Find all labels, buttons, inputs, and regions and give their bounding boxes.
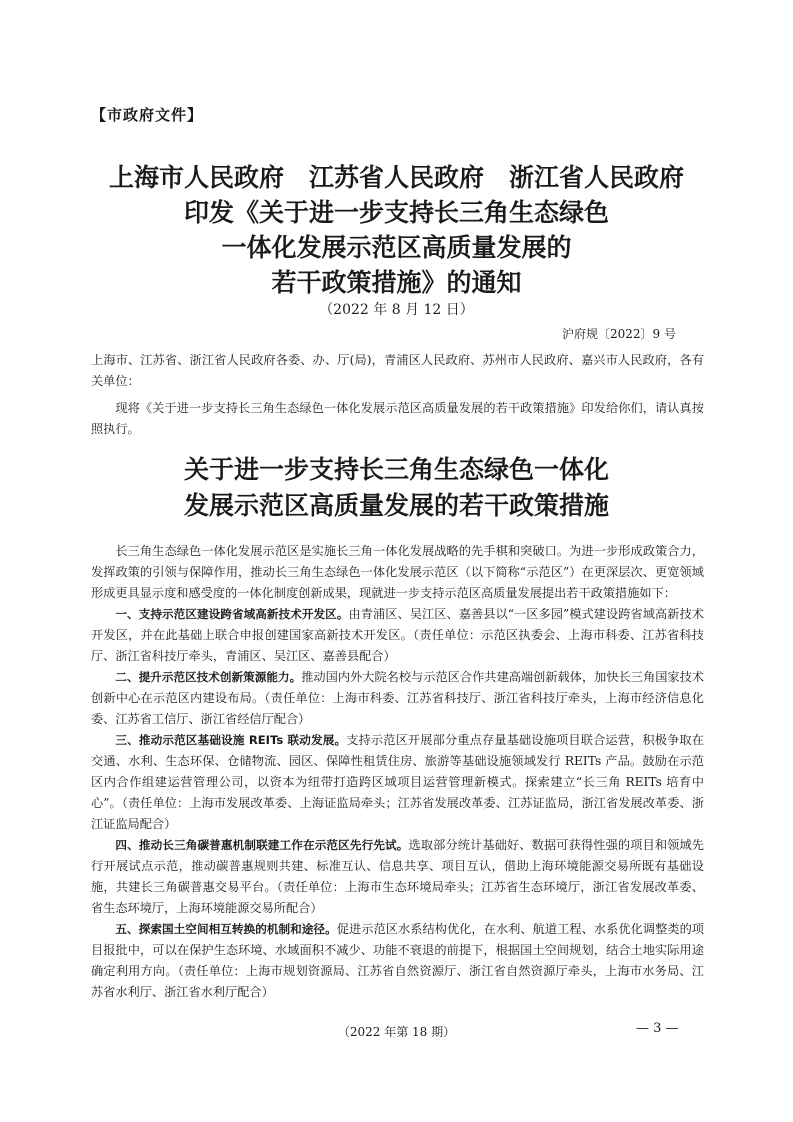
addressee: 上海市、江苏省、浙江省人民政府各委、办、厅(局)，青浦区人民政府、苏州市人民政府、嘉兴市人民政府，各有关单位： (91, 353, 704, 388)
issue-date: （2022 年 8 月 12 日） (319, 302, 474, 318)
policy-item (91, 835, 704, 919)
policy-title-line: 发展示范区高质量发展的若干政策措施 (183, 491, 609, 520)
policy-item (91, 667, 704, 730)
policy-item-text: 促进示范区水系结构优化，在水利、航道工程、水系优化调整类的项目报批中，可以在保护生态环境、水域面积不减少、功能不衰退的前提下，根据国土空间规划，结合土地实际用途确定利用方向。（责任单位：上海市规划资源局、江苏省自然资源厅、浙江省自然资源厅牵头，上海市水务局、江苏省水利厅、浙江省水利厅配合） (91, 922, 704, 999)
notice-title (60, 160, 733, 300)
notice-title-line: 若干政策措施》的通知 (271, 268, 522, 297)
policy-item-text: 由青浦区、吴江区、嘉善县以“一区多园”模式建设跨省域高新技术开发区，并在此基础上联合申报创建国家高新技术开发区。（责任单位：示范区执委会、上海市科委、江苏省科技厅、浙江省科技厅牵头，青浦区、吴江区、嘉善县配合） (91, 607, 704, 663)
policy-item-text: 选取部分统计基础好、数据可获得性强的项目和领域先行开展试点示范，推动碳普惠规则共建、标准互认、信息共享、项目互认，借助上海环境能源交易所既有基础设施，共建长三角碳普惠交易平台。（责任单位：上海市生态环境局牵头；江苏省生态环境厅，浙江省发展改革委、省生态环境厅，上海环境能源交易所配合） (91, 838, 704, 915)
document-number: 沪府规〔2022〕9 号 (562, 327, 676, 341)
policy-item-heading: 二、提升示范区技术创新策源能力。 (115, 670, 302, 684)
notice-body: 现将《关于进一步支持长三角生态绿色一体化发展示范区高质量发展的若干政策措施》印发给你们，请认真按照执行。 (91, 401, 704, 436)
policy-item (91, 604, 704, 667)
policy-item-heading: 五、探索国土空间相互转换的机制和途径。 (115, 922, 337, 936)
policy-item (91, 919, 704, 1003)
policy-body (91, 541, 704, 1003)
notice-title-line: 上海市人民政府 江苏省人民政府 浙江省人民政府 (108, 163, 684, 192)
section-tag: 【市政府文件】 (91, 106, 204, 124)
notice-title-line: 一体化发展示范区高质量发展的 (221, 233, 572, 262)
policy-title (60, 452, 733, 524)
policy-item-text: 推动国内外大院名校与示范区合作共建高端创新载体，加快长三角国家技术创新中心在示范区内建设布局。（责任单位：上海市科委、江苏省科技厅、浙江省科技厅牵头，上海市经济信息化委、江苏省工信厅、浙江省经信厅配合） (91, 670, 704, 726)
issue-number: （2022 年第 18 期） (337, 1025, 456, 1039)
policy-item (91, 730, 704, 835)
policy-title-line: 关于进一步支持长三角生态绿色一体化 (183, 455, 609, 484)
intro-paragraph: 长三角生态绿色一体化发展示范区是实施长三角一体化发展战略的先手棋和突破口。为进一步形成政策合力，发挥政策的引领与保障作用，推动长三角生态绿色一体化发展示范区（以下简称“示范区”）在更深层次、更宽领域形成更具显示度和感受度的一体化制度创新成果，现就进一步支持示范区高质量发展提出若干政策措施如下： (91, 544, 704, 600)
policy-item-heading: 四、推动长三角碳普惠机制联建工作在示范区先行先试。 (115, 838, 409, 852)
policy-item-heading: 一、支持示范区建设跨省域高新技术开发区。 (115, 607, 349, 621)
notice-title-line: 印发《关于进一步支持长三角生态绿色 (183, 198, 609, 227)
policy-item-heading: 三、推动示范区基础设施 REITs 联动发展。 (115, 733, 347, 747)
page-number: — 3 — (636, 1021, 679, 1036)
policy-item-text: 支持示范区开展部分重点存量基础设施项目联合运营，积极争取在交通、水利、生态环保、仓储物流、园区、保障性租赁住房、旅游等基础设施领域发行 REITs 产品。鼓励在示范区内合作组建运营管理公司，以资本为纽带打造跨区域项目运营管理新模式。探索建立“长三角 REITs 培育中心”。（责任单位：上海市发展改革委、上海证监局牵头；江苏省发展改革委、江苏证监局，浙江省发展改革委、浙江证监局配合） (91, 733, 704, 831)
